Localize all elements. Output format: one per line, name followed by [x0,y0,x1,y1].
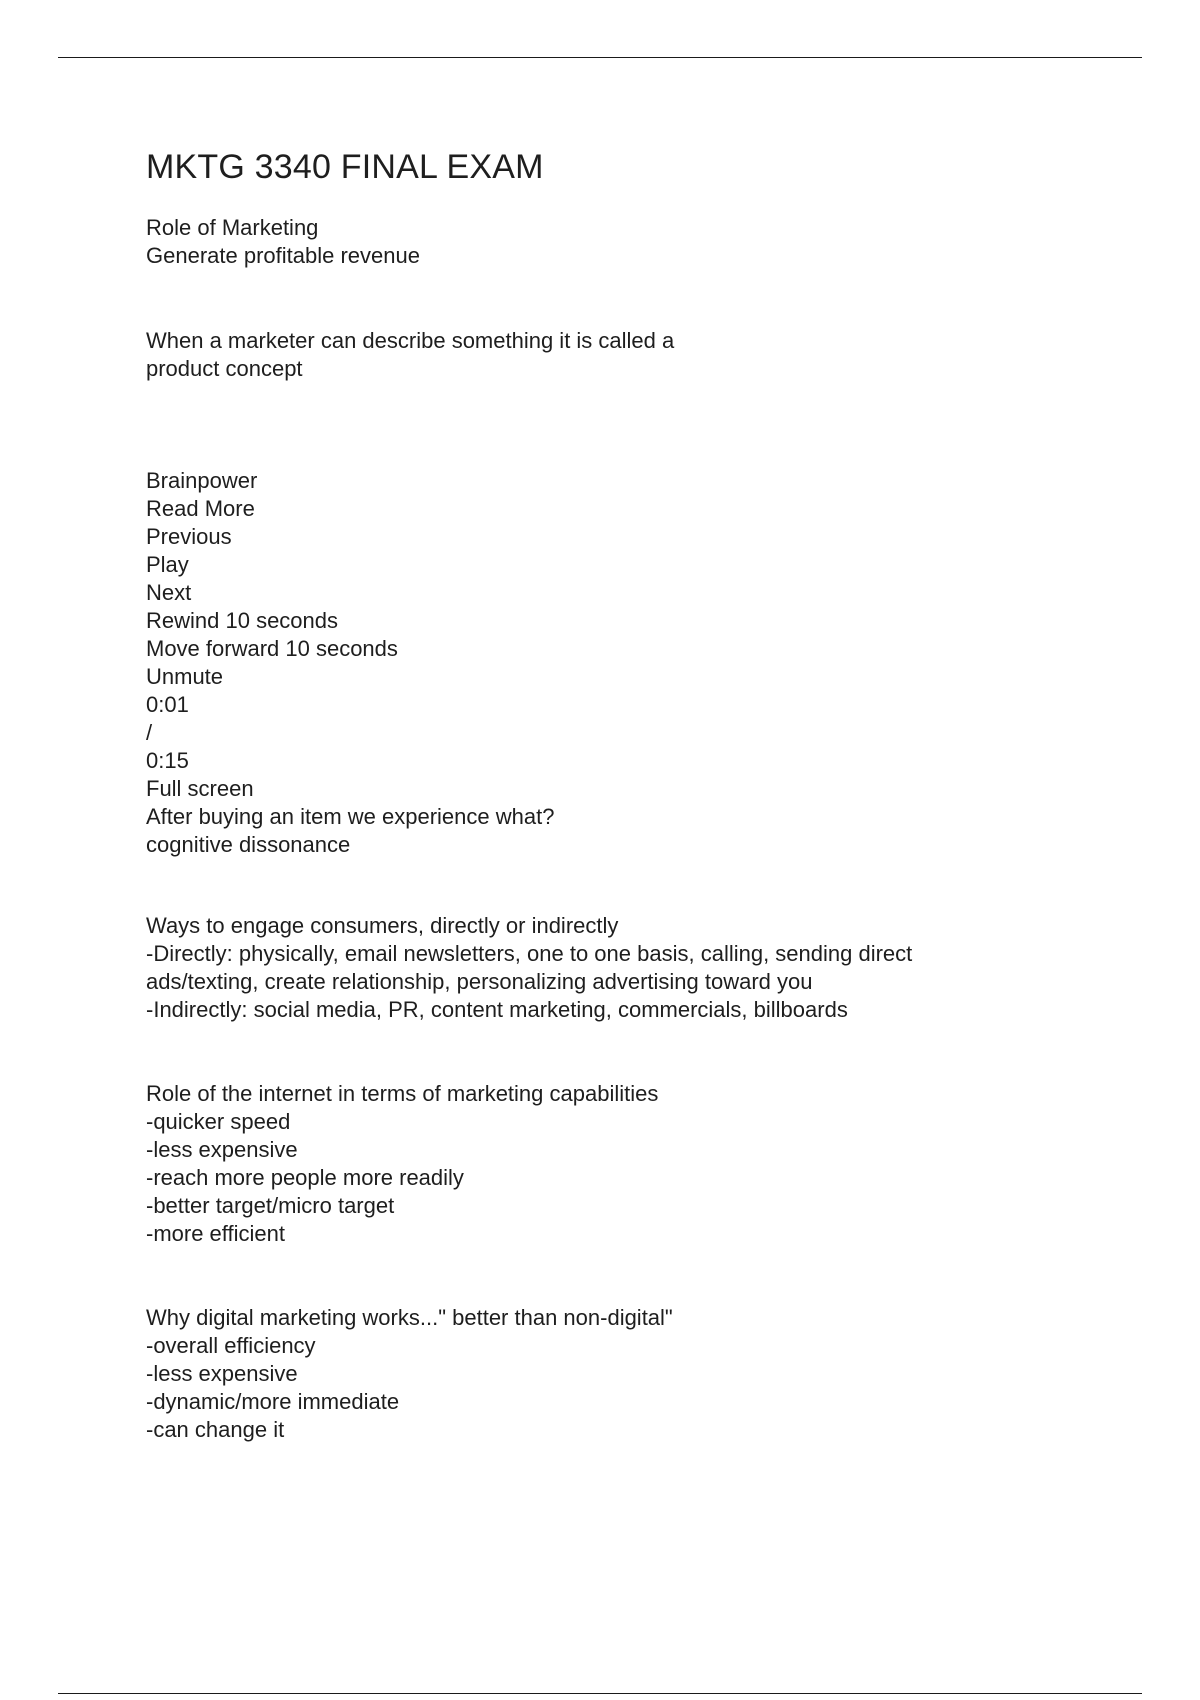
answer-text: Generate profitable revenue [146,243,420,268]
text-line: Previous [146,524,232,549]
question-text: Role of the internet in terms of marketing capabilities [146,1081,659,1106]
answer-text: -Indirectly: social media, PR, content marketing, commercials, billboards [146,997,848,1022]
text-line: 0:15 [146,748,189,773]
answer-text: -reach more people more readily [146,1165,464,1190]
text-line: Brainpower [146,468,258,493]
qa-block-digital-marketing [146,1304,1046,1444]
text-line: Full screen [146,776,254,801]
text-line: Rewind 10 seconds [146,608,339,633]
qa-block-video-player-text [146,467,1046,859]
qa-block-role-of-internet [146,1080,1046,1248]
question-text: When a marketer can describe something it is called a [146,328,675,353]
page-title: MKTG 3340 FINAL EXAM [146,148,544,186]
top-rule [58,57,1142,58]
answer-text: -more efficient [146,1221,285,1246]
question-text: Ways to engage consumers, directly or indirectly [146,913,619,938]
answer-text: cognitive dissonance [146,832,351,857]
answer-text: -can change it [146,1417,285,1442]
answer-text: product concept [146,356,303,381]
answer-text: -less expensive [146,1361,298,1386]
answer-text: -overall efficiency [146,1333,316,1358]
answer-text: -quicker speed [146,1109,291,1134]
text-line: Next [146,580,192,605]
text-line: 0:01 [146,692,189,717]
answer-text: -less expensive [146,1137,298,1162]
qa-block-role-of-marketing [146,214,1046,270]
question-text: Role of Marketing [146,215,319,240]
text-line: Unmute [146,664,224,689]
text-line: Read More [146,496,255,521]
qa-block-product-concept [146,327,1046,383]
text-line: Move forward 10 seconds [146,636,398,661]
question-text: Why digital marketing works..." better than non-digital" [146,1305,673,1330]
text-line: / [146,720,153,745]
answer-text: -better target/micro target [146,1193,395,1218]
question-text: After buying an item we experience what? [146,804,555,829]
answer-text: -Directly: physically, email newsletters, one to one basis, calling, sending direct [146,941,913,966]
document-body [146,140,1046,1442]
qa-block-engage-consumers [146,912,1046,1024]
answer-text: ads/texting, create relationship, personalizing advertising toward you [146,969,813,994]
text-line: Play [146,552,189,577]
answer-text: -dynamic/more immediate [146,1389,400,1414]
bottom-rule [58,1693,1142,1694]
